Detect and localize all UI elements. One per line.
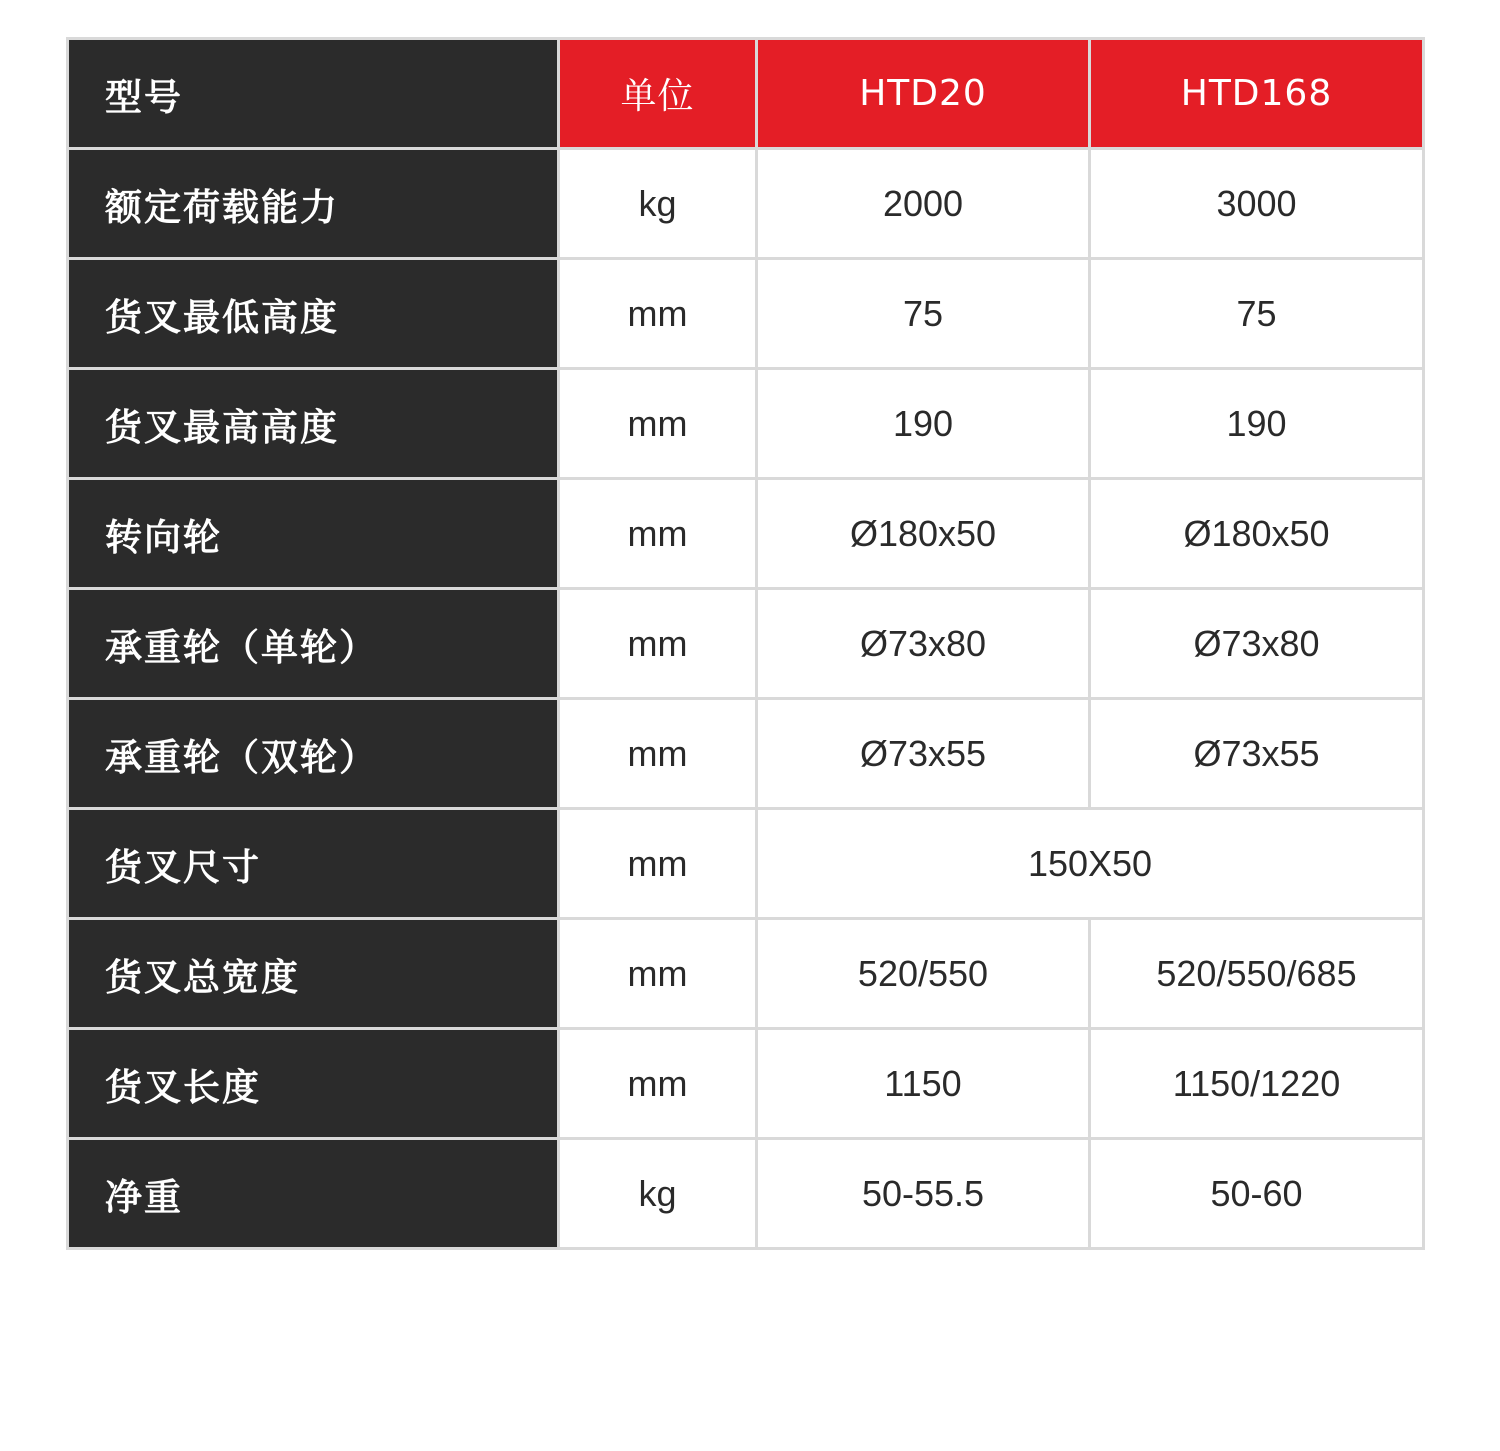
row-label: 转向轮 [68,479,559,589]
table-row [68,589,1424,699]
table-row [68,1029,1424,1139]
row-unit: mm [559,369,757,479]
table-row [68,699,1424,809]
row-value-htd168: 3000 [1090,149,1424,259]
row-label: 货叉长度 [68,1029,559,1139]
row-value-htd20: Ø180x50 [757,479,1090,589]
row-label: 承重轮（双轮） [68,699,559,809]
row-value-shared: 150X50 [757,809,1424,919]
row-unit: mm [559,1029,757,1139]
header-model-label: 型号 [68,39,559,149]
row-value-htd168: 190 [1090,369,1424,479]
table-row [68,369,1424,479]
header-model-htd168: HTD168 [1090,39,1424,149]
row-unit: mm [559,259,757,369]
table-row [68,919,1424,1029]
row-value-htd168: 75 [1090,259,1424,369]
row-value-htd168: 520/550/685 [1090,919,1424,1029]
row-unit: kg [559,1139,757,1249]
row-value-htd20: 190 [757,369,1090,479]
table-row [68,1139,1424,1249]
row-value-htd168: Ø180x50 [1090,479,1424,589]
row-value-htd168: Ø73x80 [1090,589,1424,699]
table-row [68,259,1424,369]
row-label: 货叉尺寸 [68,809,559,919]
row-unit: mm [559,809,757,919]
row-unit: mm [559,699,757,809]
row-value-htd20: 1150 [757,1029,1090,1139]
row-label: 承重轮（单轮） [68,589,559,699]
row-value-htd20: 50-55.5 [757,1139,1090,1249]
header-model-htd20: HTD20 [757,39,1090,149]
row-unit: mm [559,479,757,589]
row-label: 额定荷载能力 [68,149,559,259]
row-label: 货叉最低高度 [68,259,559,369]
row-value-htd20: Ø73x80 [757,589,1090,699]
table-row [68,149,1424,259]
header-unit-label: 单位 [559,39,757,149]
row-value-htd20: 2000 [757,149,1090,259]
header-row [68,39,1424,149]
row-value-htd168: 50-60 [1090,1139,1424,1249]
row-value-htd168: Ø73x55 [1090,699,1424,809]
row-unit: mm [559,919,757,1029]
row-unit: mm [559,589,757,699]
table-row [68,479,1424,589]
row-value-htd20: 520/550 [757,919,1090,1029]
row-value-htd168: 1150/1220 [1090,1029,1424,1139]
row-label: 货叉总宽度 [68,919,559,1029]
row-unit: kg [559,149,757,259]
spec-table [66,37,1425,1250]
table-row [68,809,1424,919]
row-label: 净重 [68,1139,559,1249]
row-value-htd20: 75 [757,259,1090,369]
row-label: 货叉最高高度 [68,369,559,479]
row-value-htd20: Ø73x55 [757,699,1090,809]
